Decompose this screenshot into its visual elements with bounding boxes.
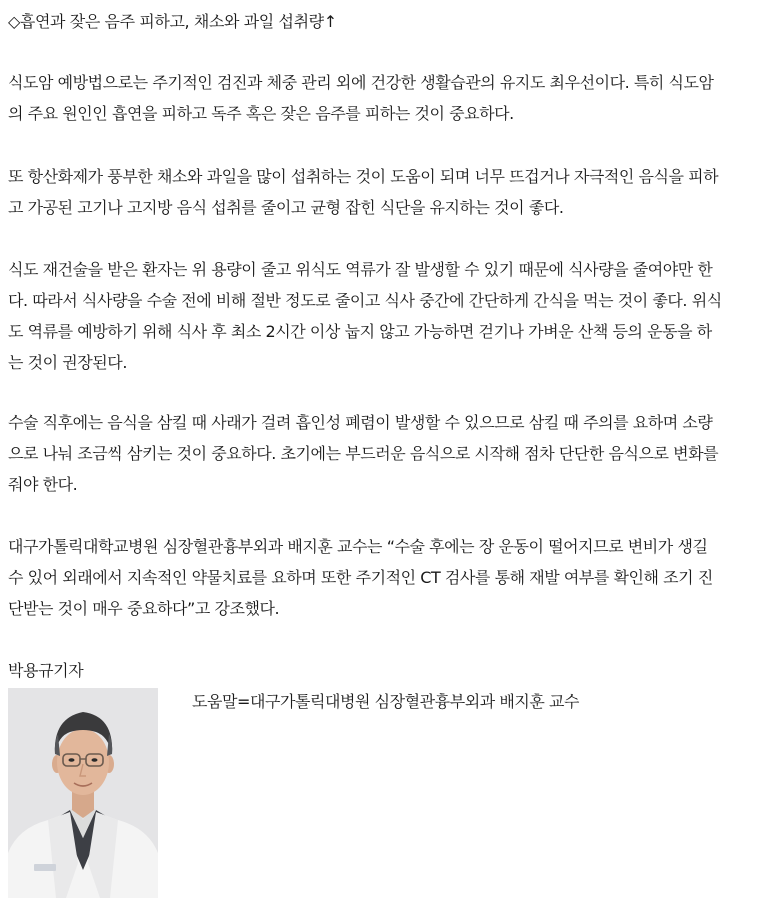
photo-caption: 도움말=대구가톨릭대병원 심장혈관흉부외과 배지훈 교수 [192, 692, 580, 711]
paragraph-line: 수술 직후에는 음식을 삼킬 때 사래가 걸려 흡인성 폐렴이 발생할 수 있으므로 삼킬 때 주의를 요하며 소량 [8, 413, 713, 432]
paragraph-line: 식도 재건술을 받은 환자는 위 용량이 줄고 위식도 역류가 잘 발생할 수 있기 때문에 식사량을 줄여야만 한 [8, 260, 713, 279]
paragraph-line: 식도암 예방법으로는 주기적인 검진과 체중 관리 외에 건강한 생활습관의 유지도 최우선이다. 특히 식도암 [8, 73, 714, 92]
paragraph-line: 으로 나눠 조금씩 삼키는 것이 중요하다. 초기에는 부드러운 음식으로 시작해 점차 단단한 음식으로 변화를 [8, 444, 719, 463]
paragraph-line: 도 역류를 예방하기 위해 식사 후 최소 2시간 이상 눕지 않고 가능하면 걷기나 가벼운 산책 등의 운동을 하 [8, 322, 712, 341]
paragraph-line: 다. 따라서 식사량을 수술 전에 비해 절반 정도로 줄이고 식사 중간에 간단하게 간식을 먹는 것이 좋다. 위식 [8, 291, 722, 310]
reporter-byline: 박용규기자 [8, 661, 84, 680]
doctor-portrait-image [8, 688, 158, 898]
paragraph-line: 단받는 것이 매우 중요하다”고 강조했다. [8, 599, 280, 618]
paragraph-reconstruction [8, 254, 770, 378]
paragraph-line: 의 주요 원인인 흡연을 피하고 독주 혹은 잦은 음주를 피하는 것이 중요하다. [8, 104, 514, 123]
paragraph-line: 고 가공된 고기나 고지방 음식 섭취를 줄이고 균형 잡힌 식단을 유지하는 것이 좋다. [8, 198, 564, 217]
paragraph-post-surgery [8, 407, 770, 500]
paragraph-line: 수 있어 외래에서 지속적인 약물치료를 요하며 또한 주기적인 CT 검사를 통해 재발 여부를 확인해 조기 진 [8, 568, 713, 587]
paragraph-line: 대구가톨릭대학교병원 심장혈관흉부외과 배지훈 교수는 “수술 후에는 장 운동이 떨어지므로 변비가 생길 [8, 537, 708, 556]
paragraph-line: 는 것이 권장된다. [8, 353, 127, 372]
paragraph-prevention [8, 67, 770, 129]
paragraph-line: 또 항산화제가 풍부한 채소와 과일을 많이 섭취하는 것이 도움이 되며 너무 뜨겁거나 자극적인 음식을 피하 [8, 167, 719, 186]
paragraph-quote [8, 531, 770, 624]
paragraph-line: 줘야 한다. [8, 475, 78, 494]
paragraph-diet [8, 161, 770, 223]
article-subheading: ◇흡연과 잦은 음주 피하고, 채소와 과일 섭취량↑ [8, 12, 337, 31]
doctor-portrait-photo [8, 688, 158, 898]
